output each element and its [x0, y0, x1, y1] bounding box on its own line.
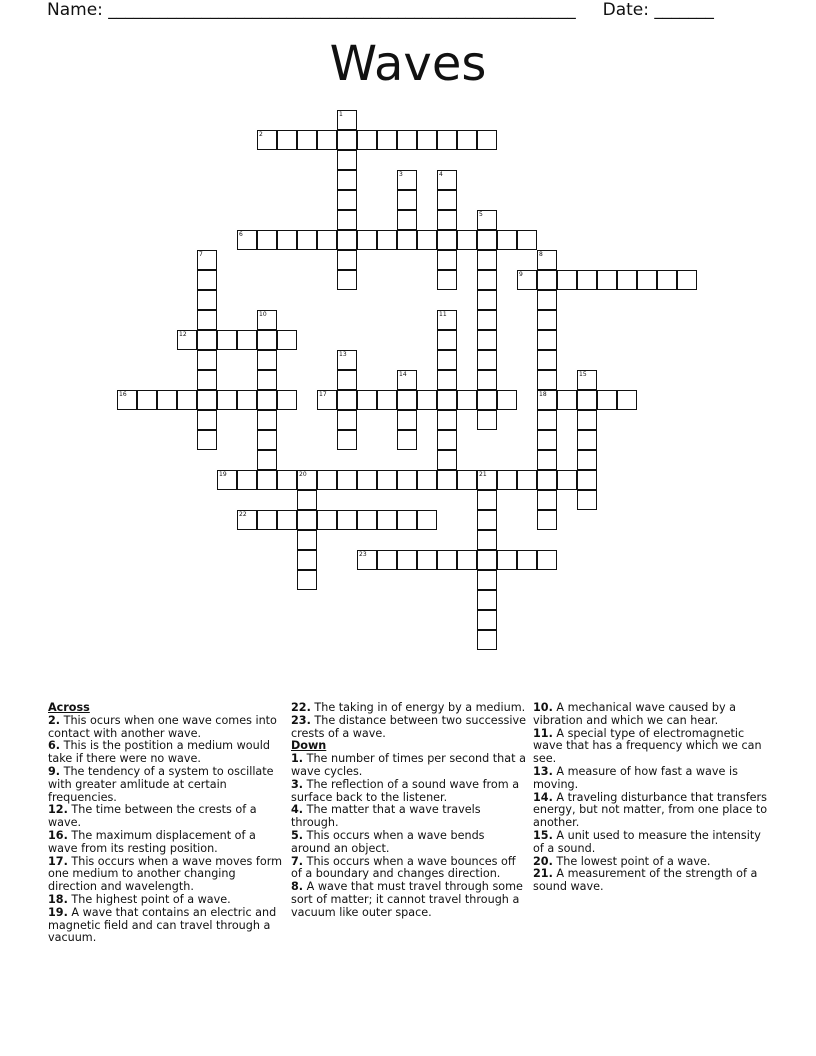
name-line[interactable]: _______________________________________________________	[108, 0, 576, 20]
date-label: Date:	[602, 0, 649, 20]
grid-cell[interactable]	[477, 250, 497, 270]
clue-item	[533, 830, 768, 856]
grid-cell[interactable]	[437, 390, 457, 410]
grid-cell[interactable]	[417, 130, 437, 150]
grid-cell[interactable]	[617, 270, 637, 290]
clue-item-text: The distance between two successive crests of a wave.	[291, 713, 526, 740]
clue-item	[48, 907, 283, 945]
grid-cell[interactable]	[197, 310, 217, 330]
clue-number: 15	[579, 371, 587, 378]
grid-cell[interactable]	[537, 370, 557, 390]
clue-number: 3	[399, 171, 403, 178]
grid-cell[interactable]	[397, 430, 417, 450]
clue-item-number: 17.	[48, 854, 68, 868]
grid-cell[interactable]	[297, 510, 317, 530]
grid-cell[interactable]	[337, 130, 357, 150]
clue-item	[291, 804, 526, 830]
grid-cell[interactable]	[337, 190, 357, 210]
grid-cell[interactable]	[437, 330, 457, 350]
grid-cell[interactable]	[517, 470, 537, 490]
clue-item-text: This occurs when a wave bends around an object.	[291, 828, 485, 855]
grid-cell[interactable]	[197, 330, 217, 350]
clue-item-number: 14.	[533, 790, 553, 804]
grid-cell[interactable]	[257, 390, 277, 410]
grid-cell[interactable]	[437, 270, 457, 290]
clue-item-text: This occurs when a wave bounces off of a boundary and changes direction.	[291, 854, 516, 881]
clue-item-text: This is the postition a medium would take if there were no wave.	[48, 739, 270, 766]
grid-cell[interactable]	[437, 450, 457, 470]
grid-cell[interactable]	[477, 610, 497, 630]
grid-cell[interactable]	[537, 470, 557, 490]
grid-cell[interactable]	[377, 470, 397, 490]
grid-cell[interactable]	[537, 510, 557, 530]
clue-number: 21	[479, 471, 487, 478]
page-title: Waves	[329, 36, 487, 92]
grid-cell[interactable]	[337, 150, 357, 170]
grid-cell[interactable]	[217, 330, 237, 350]
clue-item-number: 15.	[533, 828, 553, 842]
grid-cell[interactable]	[257, 430, 277, 450]
grid-cell[interactable]	[617, 390, 637, 410]
grid-cell[interactable]	[497, 390, 517, 410]
grid-cell[interactable]	[257, 370, 277, 390]
grid-cell[interactable]	[437, 470, 457, 490]
grid-cell[interactable]	[477, 270, 497, 290]
grid-cell[interactable]	[437, 250, 457, 270]
clue-item-text: The lowest point of a wave.	[556, 854, 711, 868]
grid-cell[interactable]	[477, 570, 497, 590]
clue-item-text: The number of times per second that a wave cycles.	[291, 752, 526, 778]
grid-cell[interactable]	[497, 470, 517, 490]
grid-cell[interactable]	[197, 290, 217, 310]
grid-cell[interactable]	[497, 230, 517, 250]
grid-cell[interactable]	[197, 270, 217, 290]
grid-cell[interactable]	[337, 170, 357, 190]
clue-number: 23	[359, 551, 367, 558]
grid-cell[interactable]	[457, 130, 477, 150]
grid-cell[interactable]	[197, 390, 217, 410]
grid-cell[interactable]	[657, 270, 677, 290]
grid-cell[interactable]	[257, 350, 277, 370]
grid-cell[interactable]	[357, 130, 377, 150]
grid-cell[interactable]	[577, 470, 597, 490]
grid-cell[interactable]	[397, 230, 417, 250]
grid-cell[interactable]	[337, 470, 357, 490]
clue-item-number: 23.	[291, 713, 311, 727]
grid-cell[interactable]	[557, 270, 577, 290]
grid-cell[interactable]	[397, 210, 417, 230]
grid-cell[interactable]	[577, 390, 597, 410]
grid-cell[interactable]	[317, 130, 337, 150]
clue-item-text: A measurement of the strength of a sound wave.	[533, 867, 758, 894]
grid-cell[interactable]	[477, 530, 497, 550]
grid-cell[interactable]	[257, 230, 277, 250]
grid-cell[interactable]	[537, 350, 557, 370]
clue-item	[291, 881, 526, 919]
clue-item	[48, 804, 283, 830]
grid-cell[interactable]	[677, 270, 697, 290]
grid-cell[interactable]	[317, 510, 337, 530]
grid-cell[interactable]	[537, 550, 557, 570]
grid-cell[interactable]	[477, 550, 497, 570]
grid-cell[interactable]	[337, 270, 357, 290]
grid-cell[interactable]	[477, 290, 497, 310]
grid-cell[interactable]	[397, 130, 417, 150]
grid-cell[interactable]	[597, 390, 617, 410]
grid-cell[interactable]	[537, 330, 557, 350]
grid-cell[interactable]	[397, 390, 417, 410]
grid-cell[interactable]	[417, 230, 437, 250]
clue-item-text: The time between the crests of a wave.	[48, 803, 257, 830]
clue-item-number: 8.	[291, 880, 304, 894]
clue-column-3	[533, 702, 768, 894]
grid-cell[interactable]	[537, 430, 557, 450]
grid-cell[interactable]	[477, 130, 497, 150]
grid-cell[interactable]	[377, 550, 397, 570]
grid-cell[interactable]	[477, 350, 497, 370]
clue-item-text: A special type of electromagnetic wave that has a frequency which we can see.	[533, 726, 762, 766]
clue-item-number: 16.	[48, 828, 68, 842]
grid-cell[interactable]	[577, 450, 597, 470]
grid-cell[interactable]	[417, 550, 437, 570]
grid-cell[interactable]	[477, 370, 497, 390]
grid-cell[interactable]	[457, 470, 477, 490]
grid-cell[interactable]	[377, 130, 397, 150]
grid-cell[interactable]	[397, 550, 417, 570]
clue-item-number: 21.	[533, 867, 553, 881]
grid-cell[interactable]	[277, 230, 297, 250]
grid-cell[interactable]	[337, 210, 357, 230]
clue-item-text: The maximum displacement of a wave from its resting position.	[48, 828, 256, 855]
grid-cell[interactable]	[457, 230, 477, 250]
clue-item-text: The highest point of a wave.	[71, 892, 231, 906]
clue-item-number: 7.	[291, 854, 304, 868]
grid-cell[interactable]	[437, 190, 457, 210]
grid-cell[interactable]	[577, 490, 597, 510]
grid-cell[interactable]	[337, 370, 357, 390]
clue-item-number: 1.	[291, 752, 304, 766]
clue-item-number: 5.	[291, 828, 304, 842]
grid-cell[interactable]	[337, 250, 357, 270]
grid-cell[interactable]	[437, 350, 457, 370]
clue-item-number: 9.	[48, 764, 61, 778]
grid-cell[interactable]	[337, 390, 357, 410]
clue-number: 4	[439, 171, 443, 178]
grid-cell[interactable]	[437, 230, 457, 250]
clue-item-text: A mechanical wave caused by a vibration and which we can hear.	[533, 701, 737, 727]
grid-cell[interactable]	[377, 510, 397, 530]
grid-cell[interactable]	[457, 390, 477, 410]
grid-cell[interactable]	[557, 390, 577, 410]
date-line[interactable]: _______	[654, 0, 714, 20]
grid-cell[interactable]	[477, 510, 497, 530]
grid-cell[interactable]	[437, 550, 457, 570]
clue-item	[48, 766, 283, 804]
grid-cell[interactable]	[417, 510, 437, 530]
clue-number: 1	[339, 111, 343, 118]
clue-item-number: 18.	[48, 892, 68, 906]
clue-item-text: The matter that a wave travels through.	[291, 803, 481, 830]
clue-item	[533, 766, 768, 792]
grid-cell[interactable]	[357, 230, 377, 250]
clue-item-number: 19.	[48, 905, 68, 919]
grid-cell[interactable]	[337, 510, 357, 530]
clue-number: 13	[339, 351, 347, 358]
grid-cell[interactable]	[297, 570, 317, 590]
grid-cell[interactable]	[537, 490, 557, 510]
grid-cell[interactable]	[257, 410, 277, 430]
grid-cell[interactable]	[477, 230, 497, 250]
grid-cell[interactable]	[437, 410, 457, 430]
clue-number: 14	[399, 371, 407, 378]
grid-cell[interactable]	[177, 390, 197, 410]
clue-number: 11	[439, 311, 447, 318]
clue-item-number: 6.	[48, 739, 61, 753]
grid-cell[interactable]	[477, 390, 497, 410]
grid-cell[interactable]	[257, 450, 277, 470]
grid-cell[interactable]	[297, 230, 317, 250]
clue-number: 8	[539, 251, 543, 258]
clue-item	[533, 868, 768, 894]
grid-cell[interactable]	[577, 410, 597, 430]
grid-cell[interactable]	[417, 470, 437, 490]
clue-item	[48, 740, 283, 766]
clue-item-text: The reflection of a sound wave from a surface back to the listener.	[291, 777, 520, 804]
clue-item-number: 2.	[48, 713, 61, 727]
clue-number: 20	[299, 471, 307, 478]
grid-cell[interactable]	[317, 470, 337, 490]
clue-item-text: The taking in of energy by a medium.	[314, 701, 526, 714]
grid-cell[interactable]	[217, 390, 237, 410]
grid-cell[interactable]	[297, 550, 317, 570]
clue-number: 16	[119, 391, 127, 398]
grid-cell[interactable]	[397, 510, 417, 530]
grid-cell[interactable]	[437, 130, 457, 150]
grid-cell[interactable]	[637, 270, 657, 290]
grid-cell[interactable]	[537, 290, 557, 310]
clue-item-text: A wave that must travel through some sort of matter; it cannot travel through a vacuum like outer space.	[291, 880, 523, 919]
grid-cell[interactable]	[517, 230, 537, 250]
grid-cell[interactable]	[517, 550, 537, 570]
grid-cell[interactable]	[577, 270, 597, 290]
grid-cell[interactable]	[197, 410, 217, 430]
grid-cell[interactable]	[277, 130, 297, 150]
grid-cell[interactable]	[357, 470, 377, 490]
clue-item	[533, 792, 768, 830]
clue-number: 6	[239, 231, 243, 238]
clue-number: 10	[259, 311, 267, 318]
clue-item-text: A unit used to measure the intensity of a sound.	[533, 828, 761, 855]
grid-cell[interactable]	[597, 270, 617, 290]
grid-cell[interactable]	[277, 510, 297, 530]
grid-cell[interactable]	[357, 390, 377, 410]
clue-item	[48, 856, 283, 894]
grid-cell[interactable]	[197, 350, 217, 370]
grid-cell[interactable]	[337, 430, 357, 450]
clue-number: 5	[479, 211, 483, 218]
clue-item	[291, 856, 526, 882]
grid-cell[interactable]	[297, 490, 317, 510]
clue-column-2	[291, 702, 526, 920]
clue-item-text: A wave that contains an electric and magnetic field and can travel through a vacuum.	[48, 905, 277, 945]
clue-number: 2	[259, 131, 263, 138]
grid-cell[interactable]	[397, 470, 417, 490]
down-heading: Down	[291, 739, 327, 753]
grid-cell[interactable]	[437, 430, 457, 450]
grid-cell[interactable]	[477, 630, 497, 650]
grid-cell[interactable]	[297, 130, 317, 150]
clue-item	[291, 779, 526, 805]
clue-item-number: 22.	[291, 701, 311, 714]
grid-cell[interactable]	[237, 390, 257, 410]
clue-item	[533, 728, 768, 766]
grid-cell[interactable]	[237, 470, 257, 490]
grid-cell[interactable]	[317, 230, 337, 250]
grid-cell[interactable]	[257, 330, 277, 350]
clue-number: 17	[319, 391, 327, 398]
clue-number: 12	[179, 331, 187, 338]
grid-cell[interactable]	[537, 450, 557, 470]
grid-cell[interactable]	[397, 190, 417, 210]
clue-number: 22	[239, 511, 247, 518]
clue-item-number: 3.	[291, 777, 304, 791]
clue-item-text: This ocurs when one wave comes into contact with another wave.	[48, 713, 277, 740]
grid-cell[interactable]	[557, 470, 577, 490]
grid-cell[interactable]	[477, 410, 497, 430]
grid-cell[interactable]	[197, 430, 217, 450]
clue-column-1	[48, 702, 283, 945]
grid-cell[interactable]	[437, 370, 457, 390]
grid-cell[interactable]	[477, 490, 497, 510]
grid-cell[interactable]	[237, 330, 257, 350]
grid-cell[interactable]	[417, 390, 437, 410]
grid-cell[interactable]	[477, 330, 497, 350]
clue-item-number: 10.	[533, 701, 553, 714]
clue-item-text: The tendency of a system to oscillate with greater amlitude at certain frequencies.	[48, 764, 274, 804]
grid-cell[interactable]	[157, 390, 177, 410]
clue-item-number: 4.	[291, 803, 304, 817]
grid-cell[interactable]	[277, 390, 297, 410]
grid-cell[interactable]	[257, 470, 277, 490]
across-heading: Across	[48, 701, 90, 714]
clue-number: 7	[199, 251, 203, 258]
clue-number: 19	[219, 471, 227, 478]
clue-item-number: 13.	[533, 764, 553, 778]
grid-cell[interactable]	[277, 470, 297, 490]
grid-cell[interactable]	[457, 550, 477, 570]
grid-cell[interactable]	[337, 230, 357, 250]
clue-item-number: 11.	[533, 726, 553, 740]
grid-cell[interactable]	[477, 590, 497, 610]
grid-cell[interactable]	[497, 550, 517, 570]
grid-cell[interactable]	[437, 210, 457, 230]
clue-item-text: A traveling disturbance that transfers energy, but not matter, from one place to another.	[533, 790, 768, 830]
clue-item	[48, 830, 283, 856]
clue-item	[48, 715, 283, 741]
clue-item	[291, 715, 526, 741]
clue-number: 18	[539, 391, 547, 398]
clue-item	[291, 830, 526, 856]
clue-item-number: 12.	[48, 803, 68, 817]
grid-cell[interactable]	[377, 230, 397, 250]
name-label: Name:	[47, 0, 103, 20]
grid-cell[interactable]	[257, 510, 277, 530]
grid-cell[interactable]	[537, 310, 557, 330]
grid-cell[interactable]	[197, 370, 217, 390]
clue-number: 9	[519, 271, 523, 278]
clue-item	[533, 702, 768, 728]
grid-cell[interactable]	[357, 510, 377, 530]
clue-item-text: This occurs when a wave moves form one medium to another changing direction and wavelength.	[48, 854, 282, 894]
grid-cell[interactable]	[337, 410, 357, 430]
grid-cell[interactable]	[537, 410, 557, 430]
grid-cell[interactable]	[477, 310, 497, 330]
clue-item-text: A measure of how fast a wave is moving.	[533, 764, 738, 791]
grid-cell[interactable]	[277, 330, 297, 350]
clue-item-number: 20.	[533, 854, 553, 868]
grid-cell[interactable]	[537, 270, 557, 290]
grid-cell[interactable]	[397, 410, 417, 430]
clue-item	[291, 753, 526, 779]
grid-cell[interactable]	[297, 530, 317, 550]
grid-cell[interactable]	[137, 390, 157, 410]
grid-cell[interactable]	[577, 430, 597, 450]
grid-cell[interactable]	[377, 390, 397, 410]
